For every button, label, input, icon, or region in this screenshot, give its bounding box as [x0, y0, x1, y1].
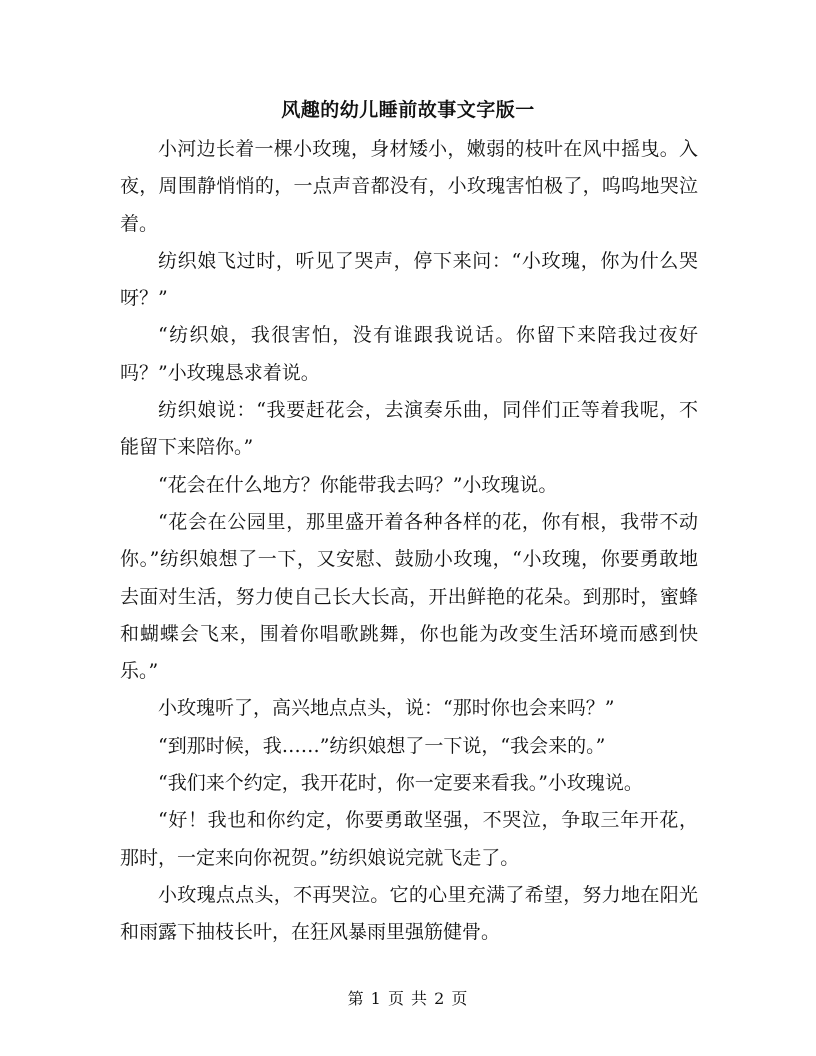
- paragraph: 小玫瑰听了，高兴地点点头，说：“那时你也会来吗？”: [158, 697, 615, 720]
- paragraph: “我们来个约定，我开花时，你一定要来看我。”小玫瑰说。: [158, 772, 643, 795]
- paragraph: “到那时候，我……”纺织娘想了一下说，“我会来的。”: [158, 734, 606, 757]
- paragraph: 纺织娘飞过时，听见了哭声，停下来问：“小玫瑰，你为什么哭呀？”: [120, 249, 698, 310]
- paragraph: 纺织娘说：“我要赶花会，去演奏乐曲，同伴们正等着我呢，不能留下来陪你。”: [120, 399, 698, 459]
- story-body: [120, 131, 698, 952]
- document-title: 风趣的幼儿睡前故事文字版一: [281, 99, 535, 121]
- paragraph: “好！我也和你约定，你要勇敢坚强，不哭泣，争取三年开花，那时，一定来向你祝贺。”纺织娘说完就飞走了。: [120, 809, 698, 869]
- paragraph: “花会在什么地方？你能带我去吗？”小玫瑰说。: [158, 473, 558, 496]
- paragraph: “花会在公园里，那里盛开着各种各样的花，你有根，我带不动你。”纺织娘想了一下，又安慰、鼓励小玫瑰，“小玫瑰，你要勇敢地去面对生活，努力使自己长大长高，开出鲜艳的花朵。到那时，蜜蜂和蝴蝶会飞来，围着你唱歌跳舞，你也能为改变生活环境而感到快乐。”: [120, 510, 698, 683]
- paragraph: 小玫瑰点点头，不再哭泣。它的心里充满了希望，努力地在阳光和雨露下抽枝长叶，在狂风暴雨里强筋健骨。: [120, 883, 698, 944]
- paragraph: “纺织娘，我很害怕，没有谁跟我说话。你留下来陪我过夜好吗？”小玫瑰恳求着说。: [120, 324, 698, 384]
- paragraph: 小河边长着一棵小玫瑰，身材矮小，嫩弱的枝叶在风中摇曳。入夜，周围静悄悄的，一点声音都没有，小玫瑰害怕极了，呜呜地哭泣着。: [120, 138, 698, 235]
- page-number-footer: 第 1 页 共 2 页: [347, 989, 469, 1008]
